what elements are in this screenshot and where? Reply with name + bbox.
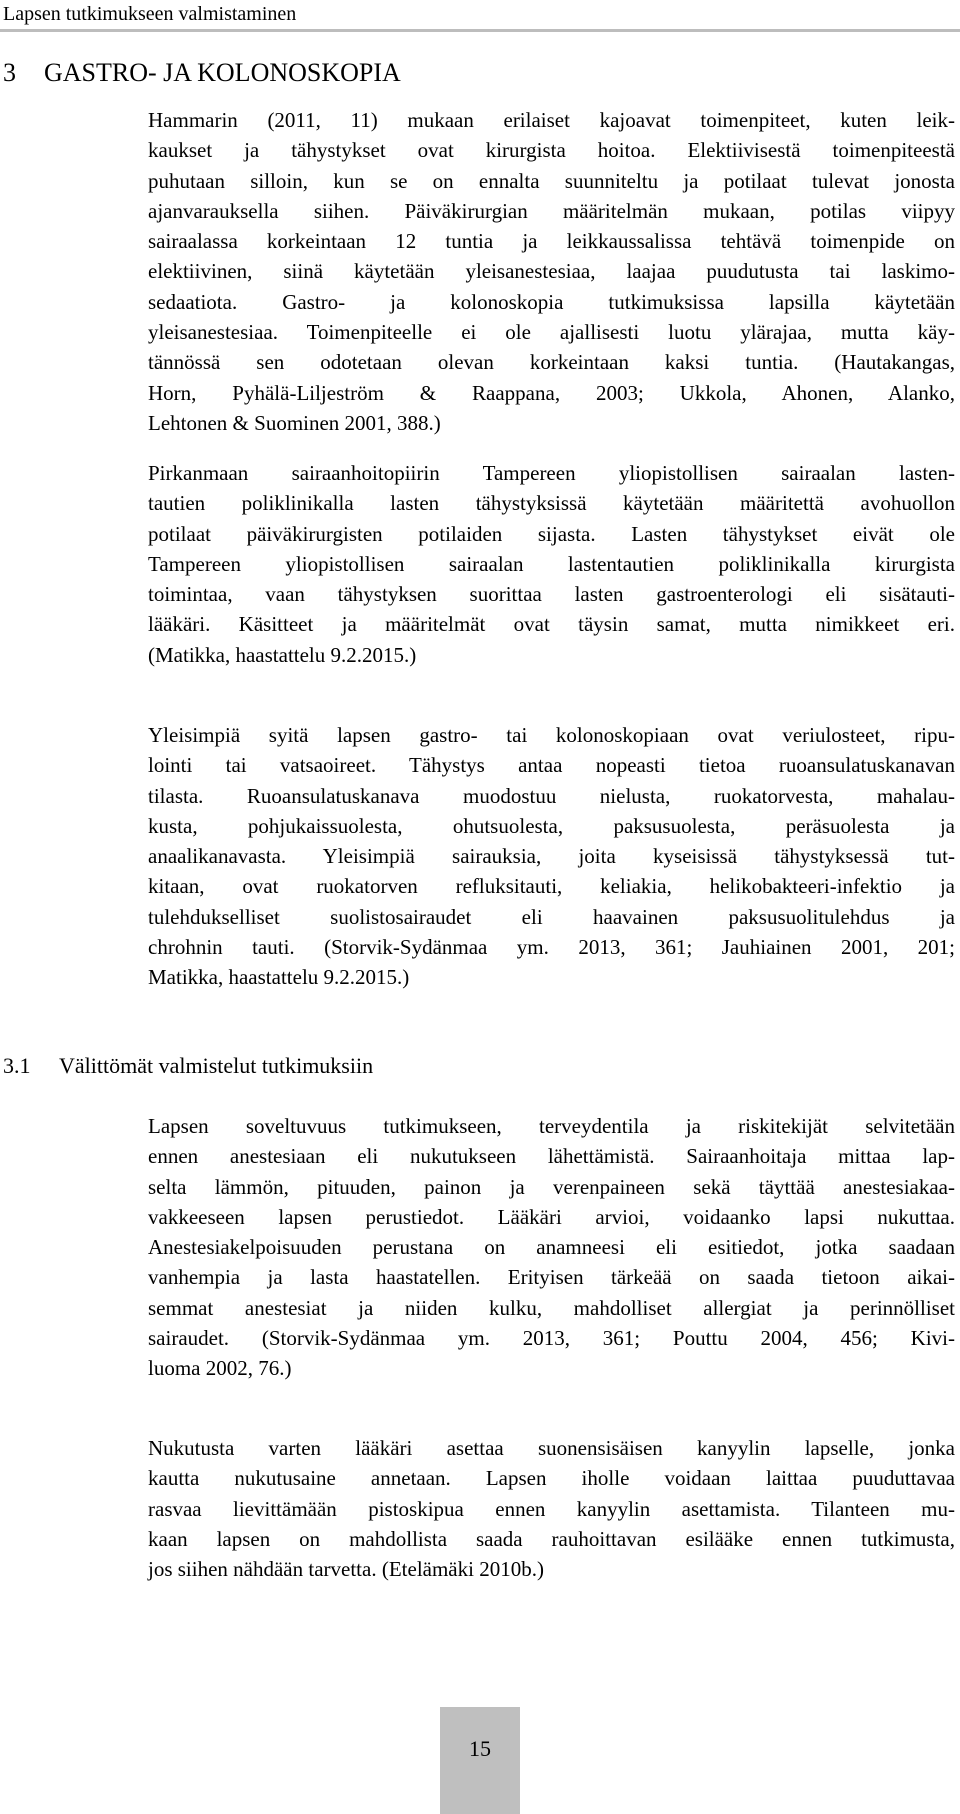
text-line: elektiivinen, siinä käytetään yleisanestesiaa, laajaa puudutusta tai laskimo-	[148, 259, 955, 284]
text-line: lointi tai vatsaoireet. Tähystys antaa nopeasti tietoa ruoansulatuskanavan	[148, 753, 955, 778]
text-line: toimintaa, vaan tähystyksen suorittaa lasten gastroenterologi eli sisätauti-	[148, 582, 955, 607]
text-line: tautien poliklinikalla lasten tähystyksissä käytetään määritettä avohuollon	[148, 491, 955, 516]
text-line: rasvaa lievittämään pistoskipua ennen kanyylin asettamista. Tilanteen mu-	[148, 1496, 955, 1521]
text-line: (Matikka, haastattelu 9.2.2015.)	[148, 642, 417, 667]
header-divider	[0, 29, 960, 32]
section-title: GASTRO- JA KOLONOSKOPIA	[44, 58, 401, 87]
text-line: kautta nukutusaine annetaan. Lapsen iholle voidaan laittaa puuduttavaa	[148, 1466, 955, 1491]
text-line: tännössä sen odotetaan olevan korkeintaan kaksi tuntia. (Hautakangas,	[148, 350, 955, 375]
paragraph-5	[148, 1433, 955, 1584]
text-line: luoma 2002, 76.)	[148, 1356, 292, 1381]
text-line: Nukutusta varten lääkäri asettaa suonensisäisen kanyylin lapselle, jonka	[148, 1436, 955, 1460]
subsection-title: Välittömät valmistelut tutkimuksiin	[59, 1053, 374, 1078]
text-line: Lapsen soveltuvuus tutkimukseen, terveydentila ja riskitekijät selvitetään	[148, 1114, 955, 1138]
text-line: kusta, pohjukaissuolesta, ohutsuolesta, paksusuolesta, peräsuolesta ja	[148, 813, 955, 838]
subsection-heading	[3, 1052, 373, 1080]
text-line: vanhempia ja lasta haastatellen. Erityisen tärkeää on saada tietoon aikai-	[148, 1265, 955, 1290]
text-line: Matikka, haastattelu 9.2.2015.)	[148, 965, 410, 990]
text-line: tilasta. Ruoansulatuskanava muodostuu nielusta, ruokatorvesta, mahalau-	[148, 783, 955, 808]
text-line: Lehtonen & Suominen 2001, 388.)	[148, 410, 441, 435]
text-line: jos siihen nähdään tarvetta. (Etelämäki 2010b.)	[148, 1557, 544, 1582]
text-line: anaalikanavasta. Yleisimpiä sairauksia, joita kyseisissä tähystyksessä tut-	[148, 844, 955, 869]
text-line: sedaatiota. Gastro- ja kolonoskopia tutkimuksissa lapsilla käytetään	[148, 289, 955, 314]
paragraph-4	[148, 1111, 955, 1384]
text-line: potilaat päiväkirurgisten potilaiden sijasta. Lasten tähystykset eivät ole	[148, 521, 955, 546]
text-line: ennen anestesiaan eli nukutukseen lähettämistä. Sairaanhoitaja mittaa lap-	[148, 1144, 955, 1169]
text-line: kaukset ja tähystykset ovat kirurgista hoitoa. Elektiivisestä toimenpiteestä	[148, 138, 955, 163]
subsection-number: 3.1	[3, 1053, 31, 1078]
page-number: 15	[469, 1736, 491, 1761]
text-line: selta lämmön, pituuden, painon ja verenpaineen sekä täyttää anestesiakaa-	[148, 1174, 955, 1199]
text-line: Tampereen yliopistollisen sairaalan lastentautien poliklinikalla kirurgista	[148, 551, 955, 576]
text-line: yleisanestesiaa. Toimenpiteelle ei ole ajallisesti luotu ylärajaa, mutta käy-	[148, 320, 955, 345]
paragraph-1	[148, 105, 955, 438]
text-line: tulehdukselliset suolistosairaudet eli haavainen paksusuolitulehdus ja	[148, 904, 955, 929]
text-line: puhutaan silloin, kun se on ennalta suunniteltu ja potilaat tulevat jonosta	[148, 168, 955, 193]
paragraph-3	[148, 720, 955, 993]
text-line: Yleisimpiä syitä lapsen gastro- tai kolonoskopiaan ovat veriulosteet, ripu-	[148, 723, 955, 747]
text-line: ajanvarauksella siihen. Päiväkirurgian määritelmän mukaan, potilas viipyy	[148, 198, 955, 223]
paragraph-2	[148, 458, 955, 670]
running-header-title: Lapsen tutkimukseen valmistaminen	[3, 3, 297, 25]
running-header	[0, 0, 960, 27]
text-line: sairaudet. (Storvik-Sydänmaa ym. 2013, 361; Pouttu 2004, 456; Kivi-	[148, 1326, 955, 1351]
text-line: Pirkanmaan sairaanhoitopiirin Tampereen yliopistollisen sairaalan lasten-	[148, 461, 955, 485]
text-line: sairaalassa korkeintaan 12 tuntia ja leikkaussalissa tehtävä toimenpide on	[148, 229, 955, 254]
section-number: 3	[3, 58, 16, 87]
text-line: Horn, Pyhälä-Liljeström & Raappana, 2003; Ukkola, Ahonen, Alanko,	[148, 380, 955, 405]
section-heading	[3, 57, 401, 89]
text-line: vakkeeseen lapsen perustiedot. Lääkäri arvioi, voidaanko lapsi nukuttaa.	[148, 1204, 955, 1229]
text-line: kitaan, ovat ruokatorven refluksitauti, keliakia, helikobakteeri-infektio ja	[148, 874, 955, 899]
text-line: Anestesiakelpoisuuden perustana on anamneesi eli esitiedot, jotka saadaan	[148, 1235, 955, 1260]
text-line: kaan lapsen on mahdollista saada rauhoittavan esilääke ennen tutkimusta,	[148, 1526, 955, 1551]
text-line: Hammarin (2011, 11) mukaan erilaiset kajoavat toimenpiteet, kuten leik-	[148, 108, 955, 132]
text-line: chrohnin tauti. (Storvik-Sydänmaa ym. 2013, 361; Jauhiainen 2001, 201;	[148, 935, 955, 960]
text-line: semmat anestesiat ja niiden kulku, mahdolliset allergiat ja perinnölliset	[148, 1295, 955, 1320]
text-line: lääkäri. Käsitteet ja määritelmät ovat täysin samat, mutta nimikkeet eri.	[148, 612, 955, 637]
page-number-box	[440, 1707, 520, 1814]
